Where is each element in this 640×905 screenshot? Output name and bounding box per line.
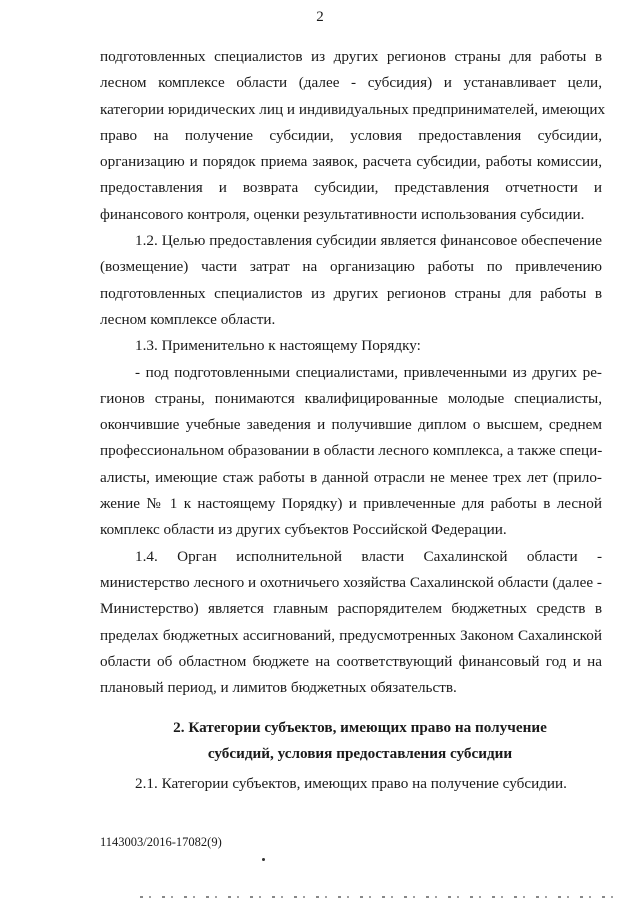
- text-line: (возмещение) части затрат на организацию работы по привлечению: [100, 258, 602, 276]
- text-line: плановый период, и лимитов бюджетных обязательств.: [100, 679, 457, 697]
- scan-artifact-dot: [262, 858, 265, 861]
- text-line: подготовленных специалистов из других регионов страны для работы в: [100, 48, 602, 65]
- text-line: профессиональном образовании в области лесного комплекса, а также специ-: [100, 442, 603, 460]
- text-line: окончившие учебные заведения и получившие диплом о высшем, среднем: [100, 416, 602, 434]
- page-number: 2: [316, 9, 324, 25]
- section-2-heading: [100, 715, 620, 768]
- text-line: лесном комплексе области.: [100, 310, 276, 328]
- text-line: лесном комплексе области (далее - субсидия) и устанавливает цели,: [100, 74, 602, 92]
- text-line: предоставления и возврата субсидии, представления отчетности и: [100, 179, 602, 197]
- list-item-line: - под подготовленными специалистами, привлеченными из других ре-: [135, 363, 602, 381]
- text-line: категории юридических лиц и индивидуальных предпринимателей, имеющих: [100, 100, 606, 118]
- text-line: Министерство) является главным распорядителем бюджетных средств в: [100, 600, 602, 618]
- document-code: 1143003/2016-17082(9): [100, 835, 222, 849]
- text-line: подготовленных специалистов из других регионов страны для работы в: [100, 284, 602, 302]
- text-line: гионов страны, понимаются квалифицированные молодые специалисты,: [100, 389, 602, 407]
- paragraph-1-2-line: 1.2. Целью предоставления субсидии является финансовое обеспечение: [135, 232, 602, 250]
- text-line: жение № 1 к настоящему Порядку) и привлеченные для работы в лесной: [100, 495, 602, 513]
- section-2-body: [100, 771, 620, 797]
- text-line: финансового контроля, оценки результативности использования субсидии.: [100, 205, 585, 223]
- paragraph-2-1-line: 2.1. Категории субъектов, имеющих право на получение субсидии.: [135, 775, 567, 792]
- text-line: области об областном бюджете на соответствующий финансовый год и на: [100, 652, 602, 670]
- text-line: пределах бюджетных ассигнований, предусмотренных Законом Сахалинской: [100, 626, 602, 644]
- text-line: комплекс области из других субъектов Российской Федерации.: [100, 521, 507, 539]
- text-line: право на получение субсидии, условия предоставления субсидии,: [100, 126, 602, 144]
- heading-line: субсидий, условия предоставления субсидии: [207, 745, 513, 763]
- document-body: [100, 44, 606, 701]
- text-line: министерство лесного и охотничьего хозяйства Сахалинской области (далее -: [100, 573, 602, 591]
- text-line: алисты, имеющие стаж работы в данной отрасли не менее трех лет (прило-: [100, 468, 602, 486]
- scan-artifact-edge: [140, 896, 620, 898]
- paragraph-1-3-line: 1.3. Применительно к настоящему Порядку:: [135, 337, 421, 355]
- paragraph-1-4-line: 1.4. Орган исполнительной власти Сахалинской области -: [135, 547, 602, 565]
- heading-line: 2. Категории субъектов, имеющих право на получение: [173, 719, 547, 736]
- text-line: организацию и порядок приема заявок, расчета субсидии, работы комиссии,: [100, 153, 602, 171]
